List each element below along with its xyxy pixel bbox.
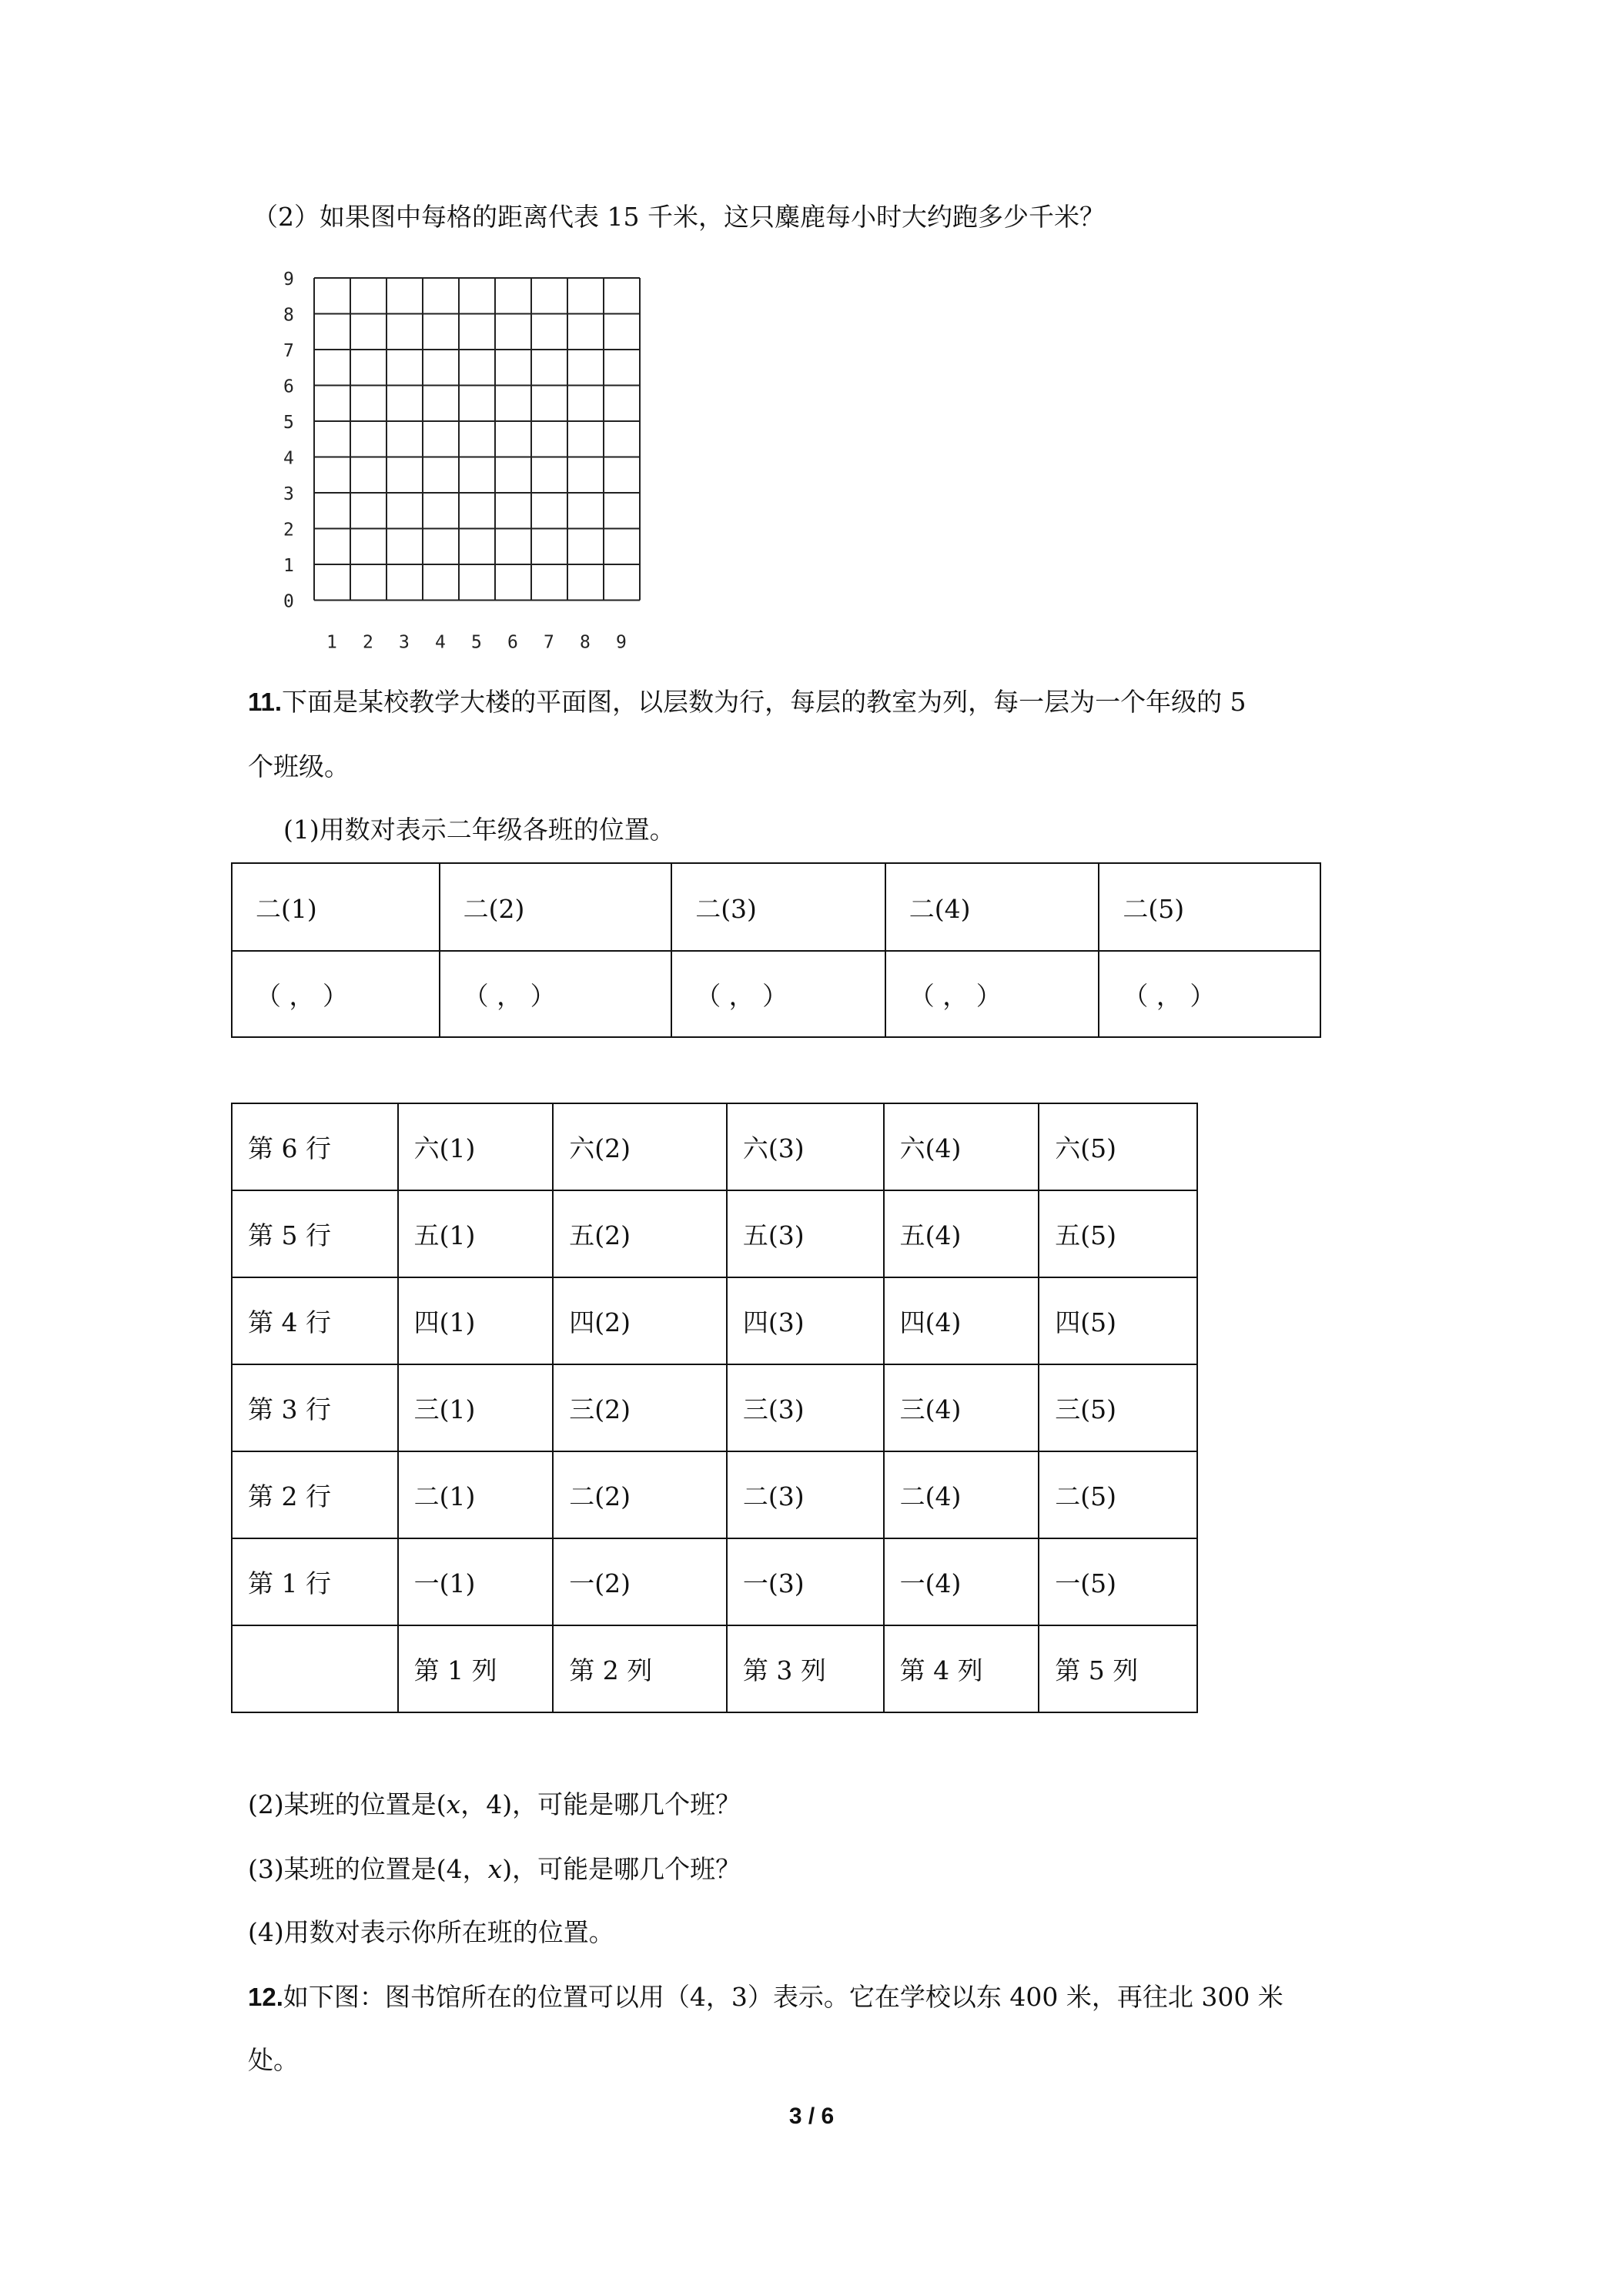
q12-line1 [248, 1982, 1283, 2013]
row-label: 第 3 行 [232, 1364, 398, 1451]
class-cell: 六(1) [398, 1103, 554, 1190]
class-cell: 二(5) [1039, 1451, 1197, 1538]
answer-header: 二(4) [885, 863, 1099, 951]
class-cell: 四(1) [398, 1277, 554, 1364]
floor-row [232, 1451, 1197, 1538]
class-cell: 二(3) [727, 1451, 884, 1538]
q11-part2-text-b: ，4)，可能是哪几个班？ [460, 1789, 741, 1819]
class-cell: 四(5) [1039, 1277, 1197, 1364]
answer-blank[interactable]: （ ， ） [1099, 951, 1320, 1037]
answer-table [231, 862, 1321, 1038]
column-label: 第 5 列 [1039, 1625, 1197, 1712]
y-tick-label: 7 [283, 341, 294, 361]
class-cell: 三(1) [398, 1364, 554, 1451]
class-cell: 四(3) [727, 1277, 884, 1364]
q11-part4: (4)用数对表示你所在班的位置。 [248, 1917, 614, 1947]
answer-header: 二(1) [232, 863, 440, 951]
floor-row [232, 1277, 1197, 1364]
q11-text-line2: 个班级。 [248, 751, 350, 782]
class-cell: 二(2) [553, 1451, 727, 1538]
q11-part2-text-a: (2)某班的位置是( [248, 1789, 447, 1819]
answer-blank[interactable]: （ ， ） [885, 951, 1099, 1037]
class-cell: 三(3) [727, 1364, 884, 1451]
row-label: 第 5 行 [232, 1190, 398, 1277]
answer-blank[interactable]: （ ， ） [232, 951, 440, 1037]
class-cell: 五(2) [553, 1190, 727, 1277]
q12-text-line2: 处。 [248, 2045, 299, 2075]
q10-part2-text: （2）如果图中每格的距离代表 15 千米，这只麋鹿每小时大约跑多少千米？ [253, 202, 1105, 232]
class-cell: 六(2) [553, 1103, 727, 1190]
class-cell: 四(2) [553, 1277, 727, 1364]
class-cell: 一(5) [1039, 1538, 1197, 1625]
row-label: 第 1 行 [232, 1538, 398, 1625]
floor-row [232, 1190, 1197, 1277]
answer-header: 二(3) [671, 863, 885, 951]
class-cell: 五(4) [884, 1190, 1039, 1277]
class-cell: 六(5) [1039, 1103, 1197, 1190]
corner-cell [232, 1625, 398, 1712]
q12-number: 12. [248, 1983, 283, 2011]
class-cell: 四(4) [884, 1277, 1039, 1364]
y-tick-label: 1 [283, 556, 294, 576]
floor-row [232, 1538, 1197, 1625]
class-cell: 二(4) [884, 1451, 1039, 1538]
x-tick-label: 3 [399, 632, 410, 653]
x-tick-label: 1 [326, 632, 337, 653]
x-tick-label: 4 [435, 632, 446, 653]
column-label: 第 1 列 [398, 1625, 554, 1712]
class-cell: 三(2) [553, 1364, 727, 1451]
q12-text-line1: 如下图：图书馆所在的位置可以用（4，3）表示。它在学校以东 400 米，再往北 300 米 [283, 1982, 1283, 2012]
floor-row [232, 1364, 1197, 1451]
q11-part2 [248, 1789, 741, 1820]
q11-part1: (1)用数对表示二年级各班的位置。 [283, 815, 675, 845]
column-label-row [232, 1625, 1197, 1712]
class-cell: 五(3) [727, 1190, 884, 1277]
q11-part3-text-a: (3)某班的位置是(4， [248, 1854, 488, 1884]
q11-part3 [248, 1854, 741, 1885]
answer-blank-row [232, 951, 1320, 1037]
y-tick-label: 2 [283, 520, 294, 541]
class-cell: 五(5) [1039, 1190, 1197, 1277]
y-tick-label: 6 [283, 377, 294, 397]
coordinate-grid-figure [283, 266, 708, 654]
x-tick-label: 7 [544, 632, 554, 653]
y-tick-label: 8 [283, 305, 294, 326]
y-tick-label: 3 [283, 484, 294, 504]
class-cell: 五(1) [398, 1190, 554, 1277]
x-tick-label: 5 [471, 632, 482, 653]
floor-row [232, 1103, 1197, 1190]
q11-text-line1: 下面是某校教学大楼的平面图，以层数为行，每层的教室为列，每一层为一个年级的 5 [282, 687, 1247, 717]
q11-part2-variable: x [446, 1789, 461, 1819]
answer-header-row [232, 863, 1320, 951]
class-cell: 一(4) [884, 1538, 1039, 1625]
q11-part3-text-b: )，可能是哪几个班？ [502, 1854, 741, 1884]
answer-blank[interactable]: （ ， ） [440, 951, 672, 1037]
class-cell: 三(5) [1039, 1364, 1197, 1451]
y-tick-label: 4 [283, 448, 294, 469]
x-tick-label: 2 [363, 632, 373, 653]
column-label: 第 4 列 [884, 1625, 1039, 1712]
answer-header: 二(2) [440, 863, 672, 951]
row-label: 第 4 行 [232, 1277, 398, 1364]
building-floor-plan-table [231, 1103, 1198, 1713]
class-cell: 一(2) [553, 1538, 727, 1625]
class-cell: 三(4) [884, 1364, 1039, 1451]
class-cell: 六(3) [727, 1103, 884, 1190]
x-tick-label: 8 [580, 632, 591, 653]
q11-number: 11. [248, 688, 283, 716]
y-tick-label: 0 [283, 591, 294, 612]
row-label: 第 2 行 [232, 1451, 398, 1538]
q11-part3-variable: x [487, 1854, 503, 1884]
y-tick-label: 5 [283, 413, 294, 433]
x-tick-label: 6 [507, 632, 518, 653]
row-label: 第 6 行 [232, 1103, 398, 1190]
class-cell: 二(1) [398, 1451, 554, 1538]
class-cell: 一(3) [727, 1538, 884, 1625]
y-tick-label: 9 [283, 269, 294, 290]
class-cell: 一(1) [398, 1538, 554, 1625]
answer-blank[interactable]: （ ， ） [671, 951, 885, 1037]
page-number: 3 / 6 [788, 2104, 835, 2129]
x-tick-label: 9 [616, 632, 627, 653]
q11-line1 [248, 687, 1247, 718]
class-cell: 六(4) [884, 1103, 1039, 1190]
column-label: 第 3 列 [727, 1625, 884, 1712]
answer-header: 二(5) [1099, 863, 1320, 951]
column-label: 第 2 列 [553, 1625, 727, 1712]
